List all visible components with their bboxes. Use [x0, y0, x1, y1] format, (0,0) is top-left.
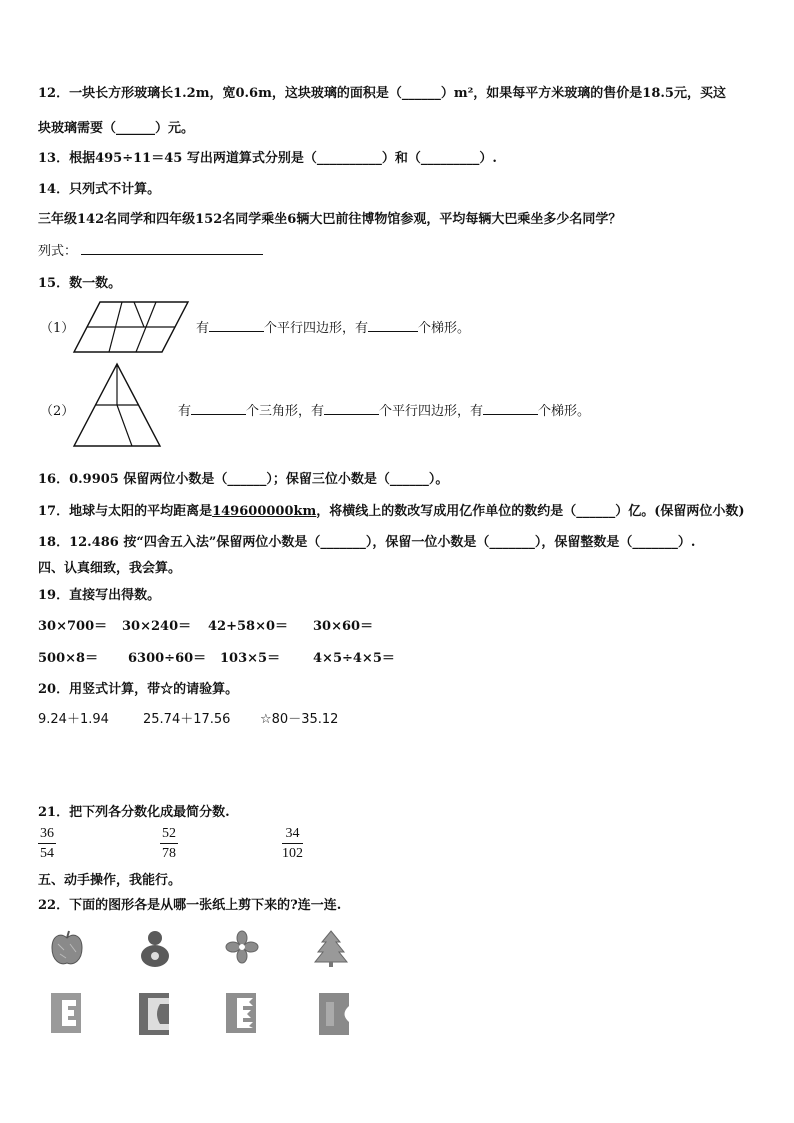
q15-p1-label: （1）	[40, 321, 75, 336]
cutout-e-icon[interactable]	[50, 992, 82, 1034]
fraction-3: $\frac{34}{102}$	[282, 826, 303, 861]
q15-p2-label: （2）	[40, 404, 75, 419]
q20-item-3: ☆80－35.12	[260, 712, 339, 727]
q15-p2-blank-2[interactable]	[324, 402, 379, 415]
q14-answer-blank[interactable]	[81, 242, 263, 255]
section-5-heading: 五、动手操作，我能行。	[38, 873, 182, 888]
q19-title: 19．直接写出得数。	[38, 588, 161, 603]
q22-title: 22．下面的图形各是从哪一张纸上剪下来的?连一连.	[38, 898, 342, 913]
section-4-heading: 四、认真细致，我会算。	[38, 561, 182, 576]
q17: 17．地球与太阳的平均距离是149600000km，将横线上的数改写成用亿作单位的数约是（______）亿。(保留两位小数)	[38, 504, 745, 519]
cutout-c-icon[interactable]	[138, 992, 170, 1036]
parallelogram-figure	[72, 300, 192, 356]
q18: 18．12.486 按“四舍五入法”保留两位小数是（_______），保留一位小数是（_______），保留整数是（_______）.	[38, 535, 696, 550]
q15-p1-text: 有 个平行四边形，有 个梯形。	[196, 321, 471, 336]
apple-icon[interactable]	[50, 930, 84, 968]
q19-r1-c1: 30×700＝	[38, 619, 108, 634]
q15-p2-blank-1[interactable]	[191, 402, 246, 415]
q19-r1-c4: 30×60＝	[313, 619, 374, 634]
q19-r1-c3: 42+58×0＝	[208, 619, 289, 634]
q20-item-2: 25.74＋17.56	[143, 712, 231, 727]
q13: 13．根据495÷11＝45 写出两道算式分别是（__________）和（_________）.	[38, 151, 497, 166]
cutout-notch-icon[interactable]	[318, 992, 350, 1036]
q19-r2-c1: 500×8＝	[38, 651, 99, 666]
fraction-2: $\frac{52}{78}$	[162, 826, 176, 861]
tree-icon[interactable]	[313, 930, 349, 968]
cutout-e-zigzag-icon[interactable]	[225, 992, 257, 1034]
q14-title: 14．只列式不计算。	[38, 182, 161, 197]
fraction-1: $\frac{36}{54}$	[40, 826, 54, 861]
q17-number: 149600000km	[212, 504, 317, 519]
gourd-icon[interactable]	[138, 928, 172, 968]
q15-p1-blank-1[interactable]	[209, 319, 264, 332]
q15-p2-text: 有 个三角形，有 个平行四边形，有 个梯形。	[178, 404, 591, 419]
q19-r2-c4: 4×5÷4×5＝	[313, 651, 395, 666]
q15-title: 15．数一数。	[38, 276, 122, 291]
q14-answer-row	[38, 240, 263, 259]
q20-title: 20．用竖式计算，带☆的请验算。	[38, 682, 239, 697]
q16: 16．0.9905 保留两位小数是（______）；保留三位小数是（______）。	[38, 472, 449, 487]
q20-item-1: 9.24＋1.94	[38, 712, 109, 727]
q15-p2-blank-3[interactable]	[483, 402, 538, 415]
q14-text: 三年级142名同学和四年级152名同学乘坐6辆大巴前往博物馆参观，平均每辆大巴乘坐多少名同学？	[38, 212, 622, 227]
q21-title: 21．把下列各分数化成最简分数.	[38, 805, 230, 820]
q19-r2-c2: 6300÷60＝	[128, 651, 207, 666]
flower-icon[interactable]	[225, 930, 259, 964]
q12-line2: 块玻璃需要（______）元。	[38, 121, 195, 136]
q19-r1-c2: 30×240＝	[122, 619, 192, 634]
q19-r2-c3: 103×5＝	[220, 651, 281, 666]
q14-answer-label: 列式：	[38, 244, 78, 259]
q15-p1-blank-2[interactable]	[368, 319, 418, 332]
triangle-figure	[72, 362, 162, 450]
q12-line1: 12．一块长方形玻璃长1.2m，宽0.6m，这块玻璃的面积是（______）m²，如果每平方米玻璃的售价是18.5元，买这	[38, 86, 726, 101]
